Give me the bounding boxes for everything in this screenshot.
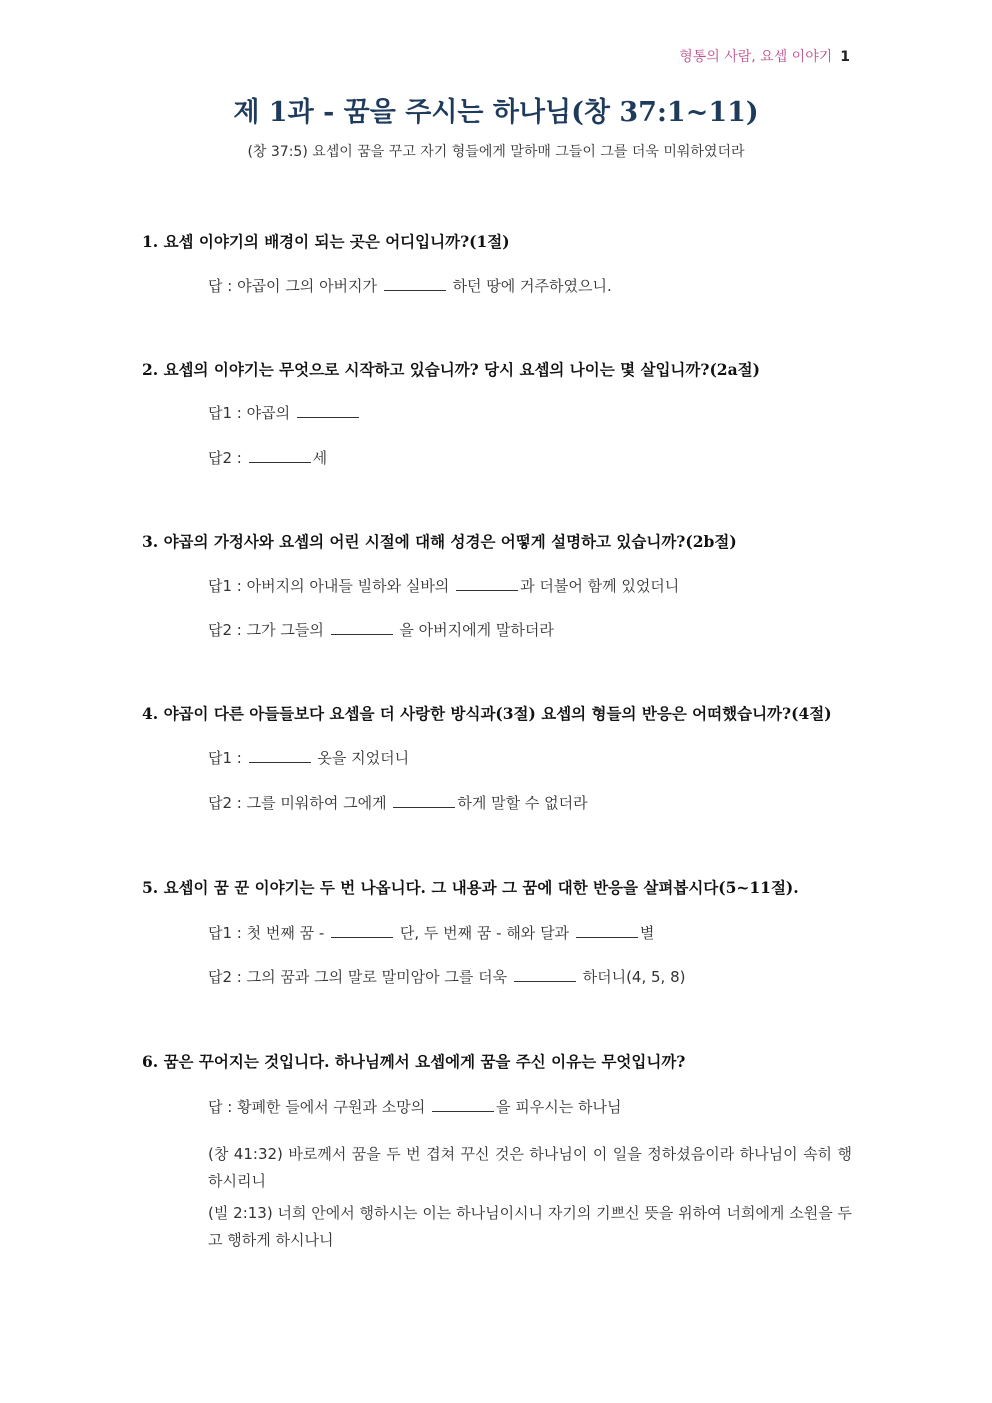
answer-text: 답2 : 그가 그들의 — [208, 621, 329, 639]
answer-text: 하게 말할 수 없더라 — [457, 794, 588, 812]
answer-text: 답2 : 그를 미워하여 그에게 — [208, 794, 392, 812]
question-4: 4. 야곱이 다른 아들들보다 요셉을 더 사랑한 방식과(3절) 요셉의 형들의 반응은 어떠했습니까?(4절) — [142, 704, 832, 723]
answer-text: 별 — [639, 924, 655, 942]
scripture-note-2: (빌 2:13) 너희 안에서 행하시는 이는 하나님이시니 자기의 기쁘신 뜻을 위하여 너희에게 소원을 두고 행하게 하시나니 — [208, 1204, 852, 1249]
answer-blank[interactable] — [576, 936, 638, 938]
answer-text: 하던 땅에 거주하였으니. — [447, 277, 612, 295]
answer-text: 하더니(4, 5, 8) — [577, 968, 686, 986]
answer-text: 을 아버지에게 말하더라 — [394, 621, 554, 639]
answer-text: 단, 두 번째 꿈 - 해와 달과 — [395, 924, 574, 942]
answer-blank[interactable] — [331, 633, 393, 635]
answer-2-2 — [208, 447, 327, 468]
page-title: 제 1과 - 꿈을 주시는 하나님(창 37:1~11) — [233, 97, 759, 128]
answer-text: 답1 : — [208, 749, 247, 767]
answer-text: 옷을 지었더니 — [312, 749, 410, 767]
answer-blank[interactable] — [393, 806, 455, 808]
answer-text: 답1 : 첫 번째 꿈 - — [208, 924, 330, 942]
page-subtitle: (창 37:5) 요셉이 꿈을 꾸고 자기 형들에게 말하매 그들이 그를 더욱 미워하였더라 — [247, 144, 745, 160]
answer-text: 과 더불어 함께 있었더니 — [520, 577, 680, 595]
question-6: 6. 꿈은 꾸어지는 것입니다. 하나님께서 요셉에게 꿈을 주신 이유는 무엇입니까? — [142, 1052, 686, 1071]
scripture-note-1: (창 41:32) 바로께서 꿈을 두 번 겹쳐 꾸신 것은 하나님이 이 일을 정하셨음이라 하나님이 속히 행하시리니 — [208, 1145, 852, 1190]
answer-5-1 — [208, 922, 654, 943]
answer-1 — [208, 275, 612, 296]
answer-blank[interactable] — [297, 416, 359, 418]
answer-text: 답1 : 아버지의 아내들 빌하와 실바의 — [208, 577, 455, 595]
answer-blank[interactable] — [384, 289, 446, 291]
answer-4-1 — [208, 747, 409, 768]
answer-blank[interactable] — [432, 1110, 494, 1112]
question-1: 1. 요셉 이야기의 배경이 되는 곳은 어디입니까?(1절) — [142, 232, 510, 251]
question-5: 5. 요셉이 꿈 꾼 이야기는 두 번 나옵니다. 그 내용과 그 꿈에 대한 반응을 살펴봅시다(5~11절). — [142, 878, 799, 897]
answer-text: 세 — [312, 449, 328, 467]
answer-blank[interactable] — [249, 461, 311, 463]
answer-text: 을 피우시는 하나님 — [496, 1098, 622, 1116]
answer-3-2 — [208, 619, 554, 640]
answer-3-1 — [208, 575, 679, 596]
question-2: 2. 요셉의 이야기는 무엇으로 시작하고 있습니까? 당시 요셉의 나이는 몇 살입니까?(2a절) — [142, 360, 760, 379]
header-text: 형통의 사람, 요셉 이야기 — [679, 49, 833, 65]
answer-5-2 — [208, 966, 686, 987]
answer-blank[interactable] — [456, 589, 518, 591]
answer-6 — [208, 1096, 622, 1117]
answer-text: 답 : 야곱이 그의 아버지가 — [208, 277, 382, 295]
answer-text: 답1 : 야곱의 — [208, 404, 295, 422]
running-header — [679, 46, 850, 66]
answer-blank[interactable] — [514, 980, 576, 982]
answer-text: 답2 : 그의 꿈과 그의 말로 말미암아 그를 더욱 — [208, 968, 512, 986]
answer-text: 답 : 황폐한 들에서 구원과 소망의 — [208, 1098, 431, 1116]
answer-text: 답2 : — [208, 449, 247, 467]
question-3: 3. 야곱의 가정사와 요셉의 어린 시절에 대해 성경은 어떻게 설명하고 있습니까?(2b절) — [142, 532, 737, 551]
answer-2-1 — [208, 402, 361, 423]
answer-blank[interactable] — [249, 761, 311, 763]
answer-blank[interactable] — [331, 936, 393, 938]
page-number: 1 — [840, 49, 850, 65]
answer-4-2 — [208, 792, 588, 813]
